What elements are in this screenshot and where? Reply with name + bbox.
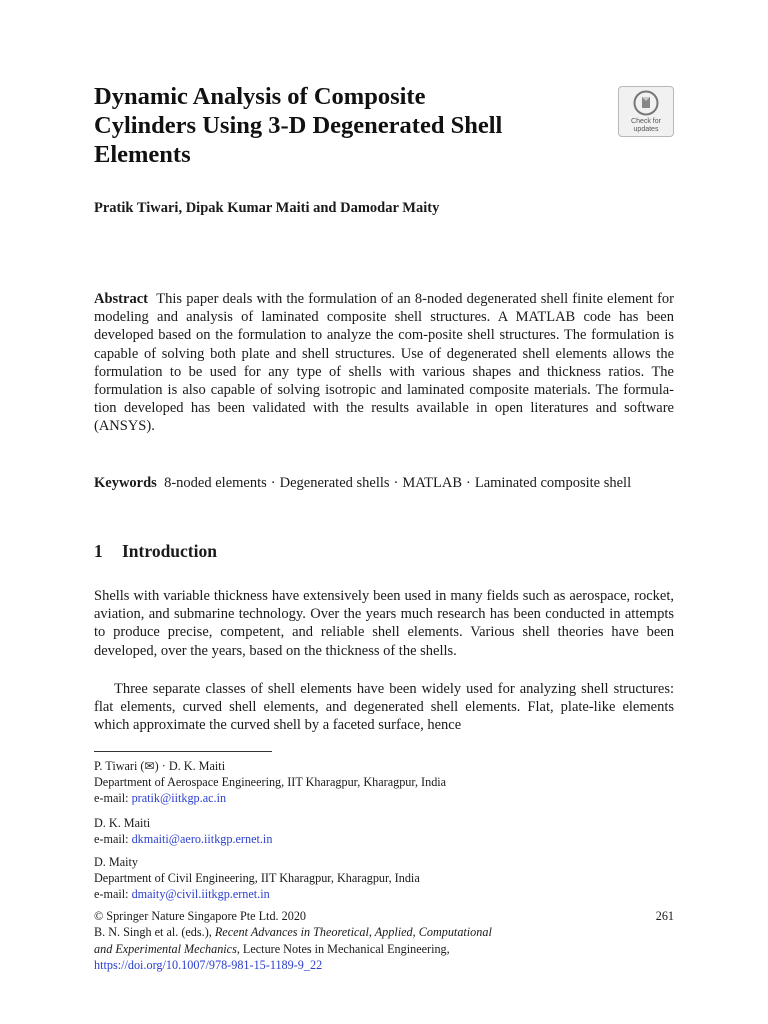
footnote-divider xyxy=(94,751,272,752)
affiliation-department: Department of Civil Engineering, IIT Kharagpur, Kharagpur, India xyxy=(94,871,420,886)
section-title: Introduction xyxy=(122,541,217,561)
editors: B. N. Singh et al. (eds.), xyxy=(94,925,212,940)
affiliation-department: Department of Aerospace Engineering, IIT Kharagpur, Kharagpur, India xyxy=(94,775,447,790)
affiliation-names: D. K. Maiti xyxy=(94,816,151,830)
keyword: 8-noded elements xyxy=(164,475,267,491)
keyword: MATLAB xyxy=(402,475,463,491)
keyword-separator: · xyxy=(393,475,399,491)
keyword: Laminated composite shell xyxy=(474,475,632,491)
affiliation xyxy=(94,854,674,903)
affiliation-names: D. Maity xyxy=(94,855,139,869)
affiliation xyxy=(94,758,674,807)
abstract-text: This paper deals with the formulation of an 8-noded degenerated shell finite element for modeling and analysis of laminated composite shell structures. A MATLAB code has been developed based on the formulation to analyze the com-posite shell structures. The formulation is capable of solving both plate and shell structures. Use of degenerated shell elements allows the formulation to be used for any type of shells with various shapes and thickness ratios. The formulation is also capable of solving isotropic and laminated composite materials. The formula-tion developed has been validated with the results available in open literatures and software (ANSYS). xyxy=(94,291,674,435)
book-title: Recent Advances in Theoretical, Applied, Computational xyxy=(214,925,492,940)
affiliation xyxy=(94,815,674,847)
abstract xyxy=(94,290,674,436)
author-list: Pratik Tiwari, Dipak Kumar Maiti and Damodar Maity xyxy=(94,200,440,216)
intro-paragraph-2: Three separate classes of shell elements have been widely used for analyzing shell structures: flat elements, curved shell elements, and degenerated shell elements. Flat, plate-like elements which approximate the curved shell by a faceted surface, hence xyxy=(94,681,674,734)
publication-footer xyxy=(94,908,674,973)
check-for-updates-icon xyxy=(633,90,659,116)
keywords xyxy=(94,474,674,492)
page-number: 261 xyxy=(655,909,674,923)
email-link[interactable]: pratik@iitkgp.ac.in xyxy=(131,791,227,806)
keyword-separator: · xyxy=(270,475,276,491)
badge-line-1: Check for xyxy=(631,118,661,125)
doi-link[interactable]: https://doi.org/10.1007/978-981-15-1189-9_22 xyxy=(94,957,323,972)
abstract-label: Abstract xyxy=(94,291,148,307)
check-for-updates-badge[interactable] xyxy=(618,86,674,137)
paper-title xyxy=(94,82,594,169)
affiliation-names: P. Tiwari (✉) · D. K. Maiti xyxy=(94,759,226,773)
section-heading xyxy=(94,541,217,562)
section-number: 1 xyxy=(94,541,103,561)
keywords-label: Keywords xyxy=(94,475,157,491)
badge-line-2: updates xyxy=(633,126,659,133)
email-label: e-mail: xyxy=(94,791,129,806)
title-line-1: Dynamic Analysis of Composite xyxy=(94,83,426,110)
title-line-3: Elements xyxy=(94,141,191,168)
keyword-separator: · xyxy=(466,475,471,491)
series: , Lecture Notes in Mechanical Engineering, xyxy=(236,941,450,956)
book-title-continued: and Experimental Mechanics xyxy=(94,941,237,956)
keyword: Degenerated shells xyxy=(279,475,390,491)
email-link[interactable]: dmaity@civil.iitkgp.ernet.in xyxy=(131,887,270,902)
email-label: e-mail: xyxy=(94,887,129,902)
email-link[interactable]: dkmaiti@aero.iitkgp.ernet.in xyxy=(131,832,273,847)
title-line-2: Cylinders Using 3-D Degenerated Shell xyxy=(94,112,503,139)
intro-paragraph-1: Shells with variable thickness have extensively been used in many fields such as aerospace, rocket, aviation, and submarine technology. Over the years much research has been conducted in attempts to produce precise, competent, and reliable shell elements. Various shell theories have been developed, over the years, based on the thickness of the shells. xyxy=(94,588,674,659)
copyright: © Springer Nature Singapore Pte Ltd. 2020 xyxy=(94,909,307,923)
email-label: e-mail: xyxy=(94,832,129,847)
